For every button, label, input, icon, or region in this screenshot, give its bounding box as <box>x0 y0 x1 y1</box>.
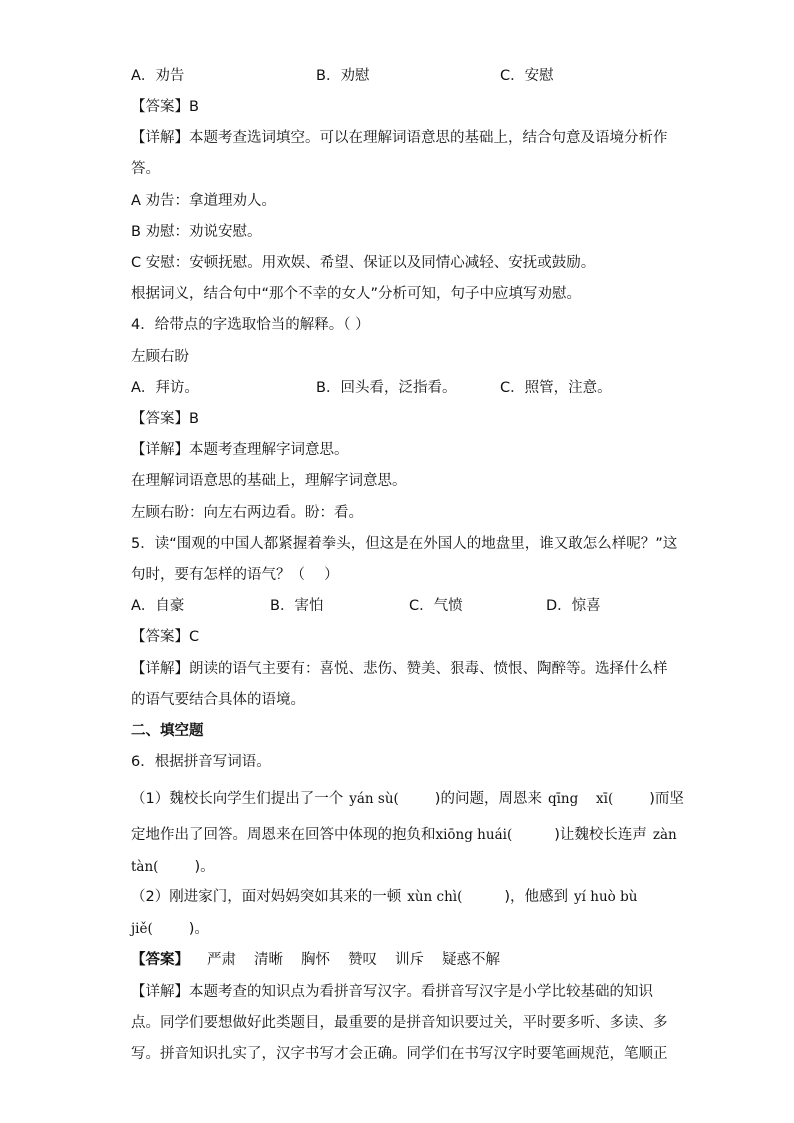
q6-p1-text-c: )而坚 <box>649 791 684 807</box>
q4-word: 左顾右盼 <box>131 349 189 365</box>
q3-option-b: B．劝慰 <box>316 68 370 84</box>
q5-option-b: B．害怕 <box>270 598 324 614</box>
q6-p5-pinyin: jiě( <box>131 921 153 937</box>
q5-detail-line2: 的语气要结合具体的语境。 <box>131 692 305 708</box>
q6-p5-text: )。 <box>188 921 209 937</box>
q6-detail-line1: 【详解】本题考查的知识点为看拼音写汉字。看拼音写汉字是小学比较基础的知识 <box>131 984 653 1000</box>
q3-explain-c: C 安慰：安顿抚慰。用欢娱、希望、保证以及同情心减轻、安抚或鼓励。 <box>131 255 596 271</box>
q3-explain-a: A 劝告：拿道理劝人。 <box>131 193 277 209</box>
q4-answer: 【答案】B <box>131 411 199 427</box>
q5-answer: 【答案】C <box>131 629 200 645</box>
q4-detail-line3: 左顾右盼：向左右两边看。盼：看。 <box>131 505 363 521</box>
q6-part1-line2 <box>131 825 677 845</box>
q6-p2-pinyin-2: zàn <box>652 827 677 843</box>
q6-p2-text-b: )让魏校长连声 <box>554 827 647 843</box>
q6-p1-text-b: )的问题，周恩来 <box>434 791 542 807</box>
q3-detail-line2: 答。 <box>131 161 160 177</box>
q6-answer-2: 清晰 <box>254 952 283 968</box>
q6-p4-text-a: （2）刚进家门，面对妈妈突如其来的一顿 <box>131 889 402 905</box>
q6-answer-6: 疑惑不解 <box>442 952 500 968</box>
q3-explain-b: B 劝慰：劝说安慰。 <box>131 224 262 240</box>
q6-part2-line2 <box>131 919 209 939</box>
q6-answer-1: 严肃 <box>207 952 236 968</box>
q4-option-c: C．照管，注意。 <box>500 380 612 396</box>
q5-detail-line1: 【详解】朗读的语气主要有：喜悦、悲伤、赞美、狠毒、愤恨、陶醉等。选择什么样 <box>131 661 668 677</box>
q6-p4-pinyin-1: xùn chì( <box>407 889 463 905</box>
q6-p2-text-a: 定地作出了回答。周恩来在回答中体现的抱负和 <box>131 827 436 843</box>
q6-p1-pinyin-1: yán sù( <box>349 791 399 807</box>
q6-answer-5: 训斥 <box>395 952 424 968</box>
q6-answer-label: 【答案】 <box>131 952 189 968</box>
q6-p3-text: )。 <box>194 859 215 875</box>
q6-p2-pinyin-1: xiōng huái( <box>435 827 513 843</box>
q6-p1-text-a: （1）魏校长向学生们提出了一个 <box>131 791 344 807</box>
q6-answer-4: 赞叹 <box>348 952 377 968</box>
q3-option-c: C．安慰 <box>500 68 554 84</box>
q5-question-line2: 句时，要有怎样的语气？（ ） <box>131 567 339 583</box>
q3-option-a: A．劝告 <box>131 68 185 84</box>
q6-answer-3: 胸怀 <box>301 952 330 968</box>
q6-p3-pinyin: tàn( <box>131 859 159 875</box>
q6-p4-text-b: )，他感到 <box>504 889 569 905</box>
q6-part1-line3 <box>131 857 215 877</box>
q6-detail-line2: 点。同学们要想做好此类题目，最重要的是拼音知识要过关，平时要多听、多读、多 <box>131 1015 668 1031</box>
q4-option-b: B．回头看，泛指看。 <box>316 380 457 396</box>
q4-detail-line1: 【详解】本题考查理解字词意思。 <box>131 442 349 458</box>
q5-option-d: D．惊喜 <box>546 598 601 614</box>
q6-part1-line1 <box>131 789 684 809</box>
q6-p1-pinyin-2: qīng xī( <box>547 791 614 807</box>
q5-option-a: A．自豪 <box>131 598 185 614</box>
section-heading: 二、填空题 <box>131 723 204 739</box>
q4-detail-line2: 在理解词语意思的基础上，理解字词意思。 <box>131 473 407 489</box>
q5-question-line1: 5．读“围观的中国人都紧握着拳头，但这是在外国人的地盘里，谁又敢怎么样呢？”这 <box>131 536 678 552</box>
q6-question: 6．根据拼音写词语。 <box>131 754 271 770</box>
q5-option-c: C．气愤 <box>409 598 463 614</box>
q6-part2-line1 <box>131 887 637 907</box>
q3-conclusion: 根据词义，结合句中“那个不幸的女人”分析可知，句子中应填写劝慰。 <box>131 286 582 302</box>
q6-answer-row <box>131 950 500 970</box>
q3-answer: 【答案】B <box>131 99 199 115</box>
q6-detail-line3: 写。拼音知识扎实了，汉字书写才会正确。同学们在书写汉字时要笔画规范，笔顺正 <box>131 1046 668 1062</box>
q6-p4-pinyin-2: yí huò bù <box>574 889 638 905</box>
q4-option-a: A．拜访。 <box>131 380 199 396</box>
q3-detail-line1: 【详解】本题考查选词填空。可以在理解词语意思的基础上，结合句意及语境分析作 <box>131 130 668 146</box>
q4-question: 4．给带点的字选取恰当的解释。（ ） <box>131 317 370 333</box>
